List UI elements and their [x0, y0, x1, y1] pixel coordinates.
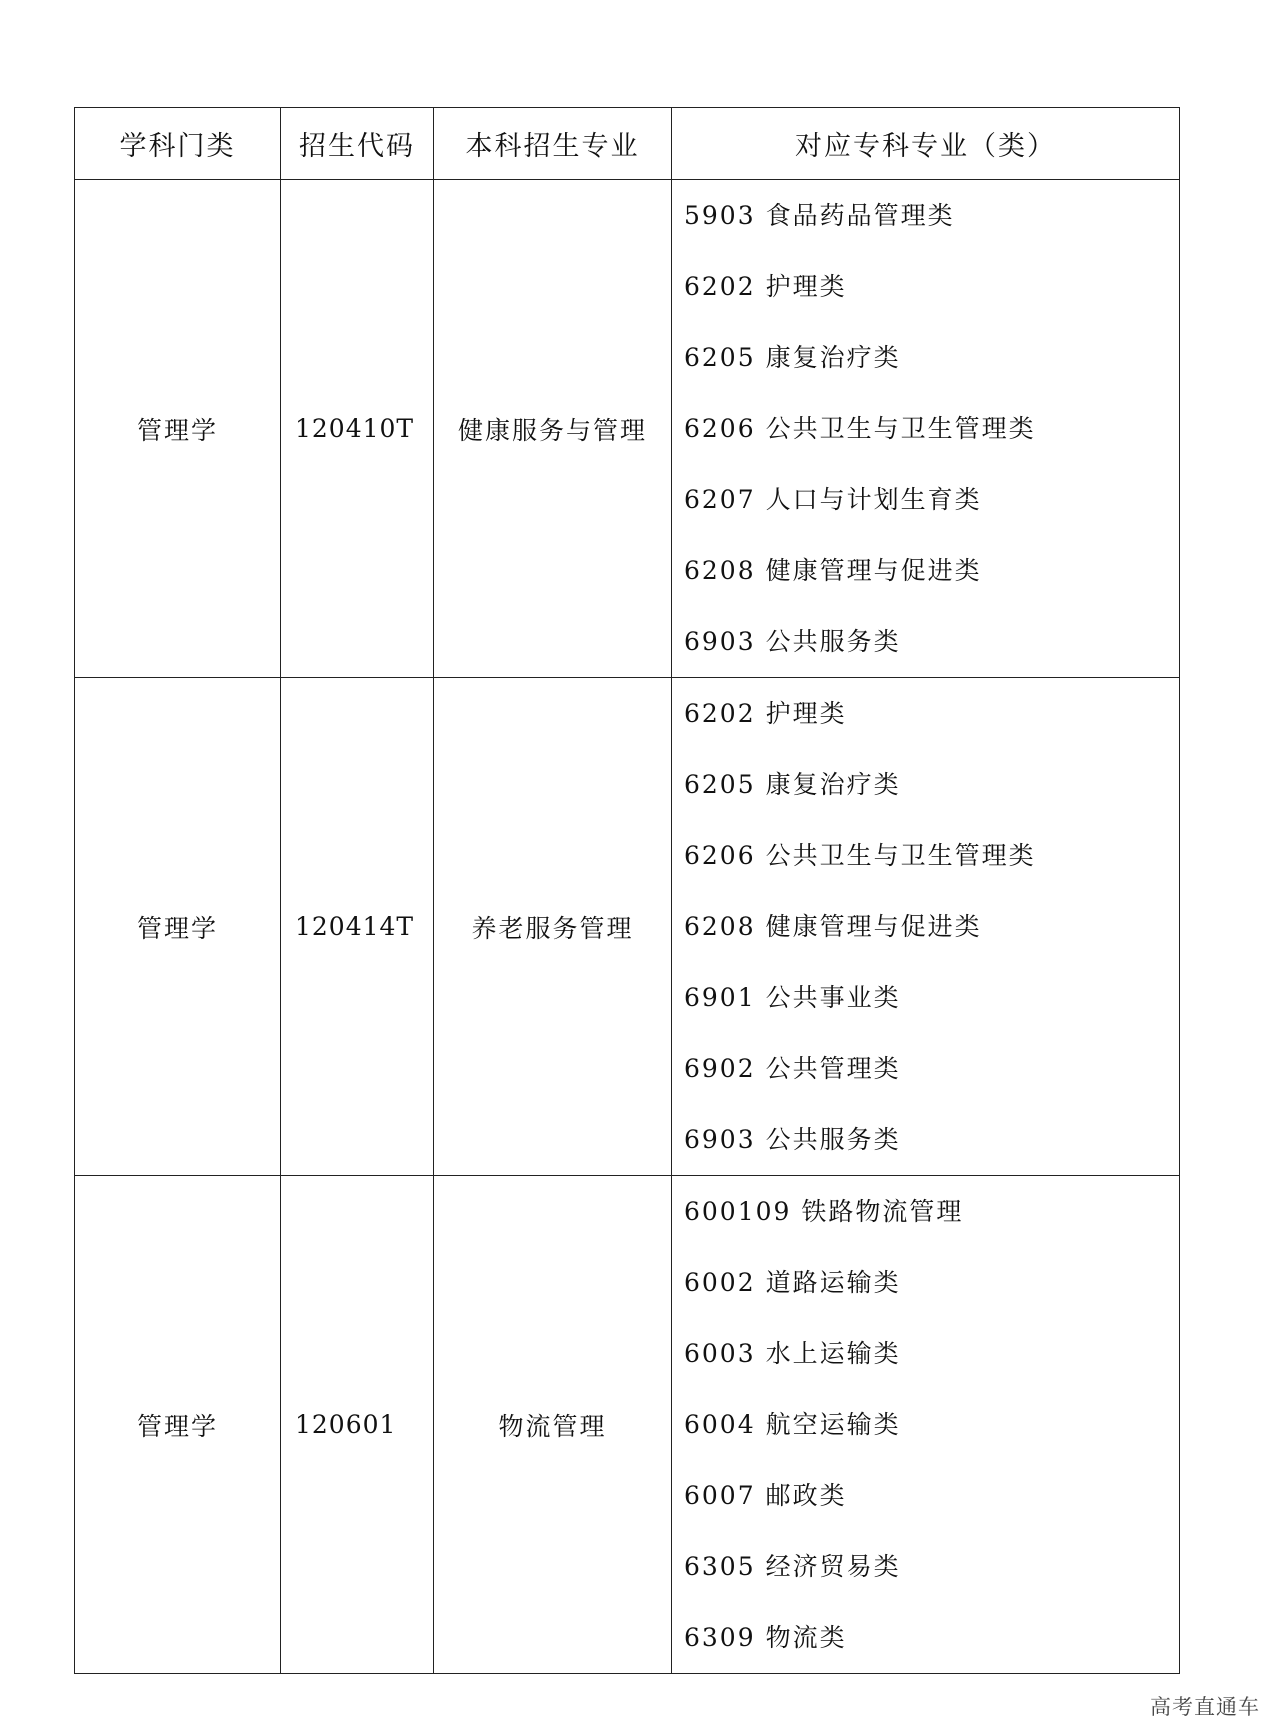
code-cell: 120414T [281, 678, 434, 1176]
list-item: 6305 经济贸易类 [684, 1552, 901, 1581]
code-cell: 120410T [281, 180, 434, 678]
header-related: 对应专科专业（类） [672, 108, 1180, 180]
list-item: 6902 公共管理类 [684, 1054, 901, 1083]
list-item: 6004 航空运输类 [684, 1410, 901, 1439]
list-item: 6202 护理类 [684, 272, 847, 301]
list-item: 6208 健康管理与促进类 [684, 912, 982, 941]
list-item: 6002 道路运输类 [684, 1268, 901, 1297]
category-cell: 管理学 [75, 678, 281, 1176]
major-cell: 物流管理 [434, 1176, 672, 1674]
related-majors-list [684, 1176, 1179, 1673]
table-header-row [75, 108, 1180, 180]
category-cell: 管理学 [75, 180, 281, 678]
table-row [75, 1176, 1180, 1674]
related-majors-cell [672, 1176, 1180, 1674]
list-item: 6202 护理类 [684, 699, 847, 728]
list-item: 6007 邮政类 [684, 1481, 847, 1510]
list-item: 6208 健康管理与促进类 [684, 556, 982, 585]
list-item: 6903 公共服务类 [684, 1125, 901, 1154]
list-item: 6901 公共事业类 [684, 983, 901, 1012]
watermark-text: 高考直通车 [1150, 1695, 1260, 1719]
list-item: 600109 铁路物流管理 [684, 1197, 964, 1226]
header-code: 招生代码 [281, 108, 434, 180]
list-item: 5903 食品药品管理类 [684, 201, 955, 230]
related-majors-list [684, 180, 1179, 677]
list-item: 6903 公共服务类 [684, 627, 901, 656]
related-majors-cell [672, 678, 1180, 1176]
list-item: 6309 物流类 [684, 1623, 847, 1652]
related-majors-list [684, 678, 1179, 1175]
table-row [75, 678, 1180, 1176]
list-item: 6207 人口与计划生育类 [684, 485, 982, 514]
major-cell: 养老服务管理 [434, 678, 672, 1176]
list-item: 6205 康复治疗类 [684, 343, 901, 372]
list-item: 6206 公共卫生与卫生管理类 [684, 841, 1036, 870]
related-majors-cell [672, 180, 1180, 678]
header-major: 本科招生专业 [434, 108, 672, 180]
majors-table [74, 107, 1180, 1674]
table-row [75, 180, 1180, 678]
category-cell: 管理学 [75, 1176, 281, 1674]
list-item: 6003 水上运输类 [684, 1339, 901, 1368]
major-cell: 健康服务与管理 [434, 180, 672, 678]
header-category: 学科门类 [75, 108, 281, 180]
code-cell: 120601 [281, 1176, 434, 1674]
list-item: 6206 公共卫生与卫生管理类 [684, 414, 1036, 443]
list-item: 6205 康复治疗类 [684, 770, 901, 799]
